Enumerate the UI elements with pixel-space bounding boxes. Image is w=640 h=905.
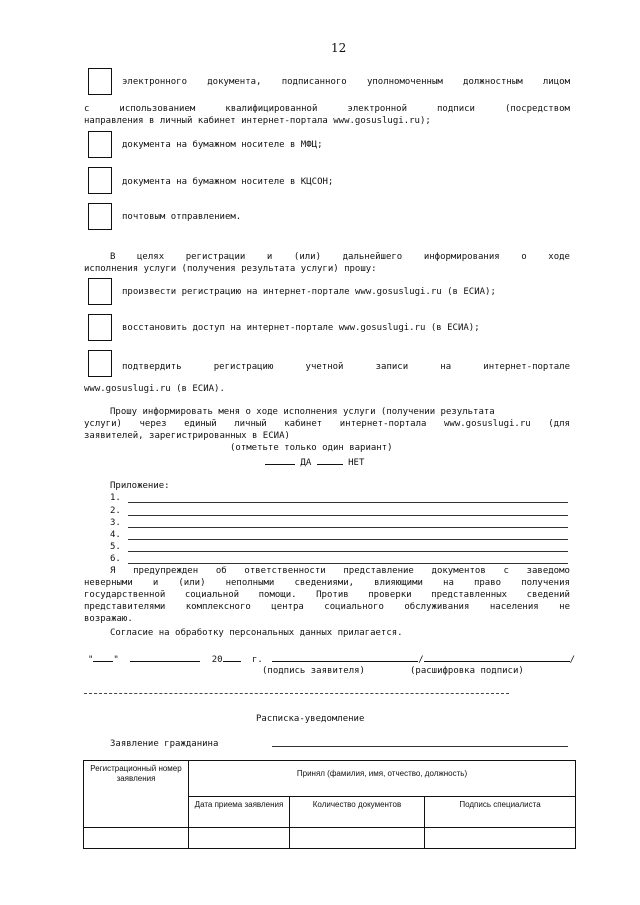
label-signature: (подпись заявителя) [262,666,365,676]
receipt-table [83,760,576,849]
day-field[interactable] [93,652,113,662]
warning-line5: возражаю. [84,614,133,624]
checkbox-electronic-document[interactable] [88,68,112,95]
yes-blank[interactable] [265,455,295,465]
page-number: 12 [331,41,347,55]
cell-reg-number: Регистрационный номер заявления [84,761,189,828]
signature-field[interactable] [272,652,418,662]
cell-date: Дата приема заявления [189,797,290,828]
signature-decoding-field[interactable] [424,652,570,662]
cell-date-value[interactable] [189,828,290,849]
option-electronic-line2: с использованием квалифицированной электронной подписи (посредством [84,104,570,114]
checkbox-restore-access[interactable] [88,314,112,341]
attachment-line-3[interactable] [128,527,568,528]
option-confirm-line1: подтвердить регистрацию учетной записи на интернет-портале [122,362,570,372]
month-field[interactable] [130,652,200,662]
warning-line1: Я предупрежден об ответственности представление документов с заведомо [110,566,570,576]
option-restore-access: восстановить доступ на интернет-портале www.gosuslugi.ru (в ЕСИА); [122,323,480,333]
cell-sign: Подпись специалиста [425,797,576,828]
attachment-line-4[interactable] [128,539,568,540]
attachment-line-2[interactable] [128,515,568,516]
cell-count: Количество документов [290,797,425,828]
consent-text: Согласие на обработку персональных данных прилагается. [110,628,403,638]
warning-line2: неверными и (или) неполными сведениями, влияющими на право получения [84,578,570,588]
cell-reg-number-value[interactable] [84,828,189,849]
warning-line3: государственной социальной помощи. Против проверки представленных сведений [84,590,570,600]
warning-line4: представителями комплексного центра социального обслуживания населения не [84,602,570,612]
option-paper-mfc: документа на бумажном носителе в МФЦ; [122,140,323,150]
inform-yes-no[interactable] [265,455,364,469]
option-electronic-line3: направления в личный кабинет интернет-портала www.gosuslugi.ru); [84,116,431,126]
cell-accepted: Принял (фамилия, имя, отчество, должность) [189,761,576,797]
checkbox-confirm-registration[interactable] [88,350,112,377]
year-field[interactable] [223,652,241,662]
attachment-number-3: 3. [110,518,121,528]
option-register-portal: произвести регистрацию на интернет-портале www.gosuslugi.ru (в ЕСИА); [122,287,496,297]
applicant-label: Заявление гражданина [110,739,219,749]
applicant-field[interactable] [272,746,568,747]
option-postal: почтовым отправлением. [122,212,242,222]
label-decoding: (расшифровка подписи) [410,666,524,676]
option-paper-kcson: документа на бумажном носителе в КЦСОН; [122,177,334,187]
attachment-number-2: 2. [110,506,121,516]
attachment-line-6[interactable] [128,563,568,564]
attachment-number-6: 6. [110,554,121,564]
attachment-number-5: 5. [110,542,121,552]
cell-sign-value[interactable] [425,828,576,849]
inform-note: (отметьте только один вариант) [230,443,393,453]
no-blank[interactable] [317,455,343,465]
checkbox-paper-kcson[interactable] [88,167,112,194]
signature-row: " " 20 г. / / [88,652,575,666]
registration-intro-line2: исполнения услуги (получения результата услуги) прошу: [84,264,377,274]
inform-line3: заявителей, зарегистрированных в ЕСИА) [84,431,290,441]
option-electronic-line1: электронного документа, подписанного уполномоченным должностным лицом [122,77,570,87]
cell-count-value[interactable] [290,828,425,849]
attachment-number-4: 4. [110,530,121,540]
checkbox-paper-mfc[interactable] [88,131,112,158]
inform-line2: услуги) через единый личный кабинет интернет-портала www.gosuslugi.ru (для [84,419,570,429]
receipt-title: Расписка-уведомление [256,714,365,724]
yes-label: ДА [300,458,312,468]
attachment-line-5[interactable] [128,551,568,552]
attachments-label: Приложение: [110,481,170,491]
cut-line [84,693,509,694]
attachment-number-1: 1. [110,493,121,503]
attachment-line-1[interactable] [128,502,568,503]
inform-line1: Прошу информировать меня о ходе исполнения услуги (получении результата [110,407,495,417]
option-confirm-line2: www.gosuslugi.ru (в ЕСИА). [84,384,225,394]
checkbox-register-portal[interactable] [88,278,112,305]
checkbox-postal[interactable] [88,203,112,230]
no-label: НЕТ [348,458,365,468]
registration-intro-line1: В целях регистрации и (или) дальнейшего информирования о ходе [110,252,570,262]
